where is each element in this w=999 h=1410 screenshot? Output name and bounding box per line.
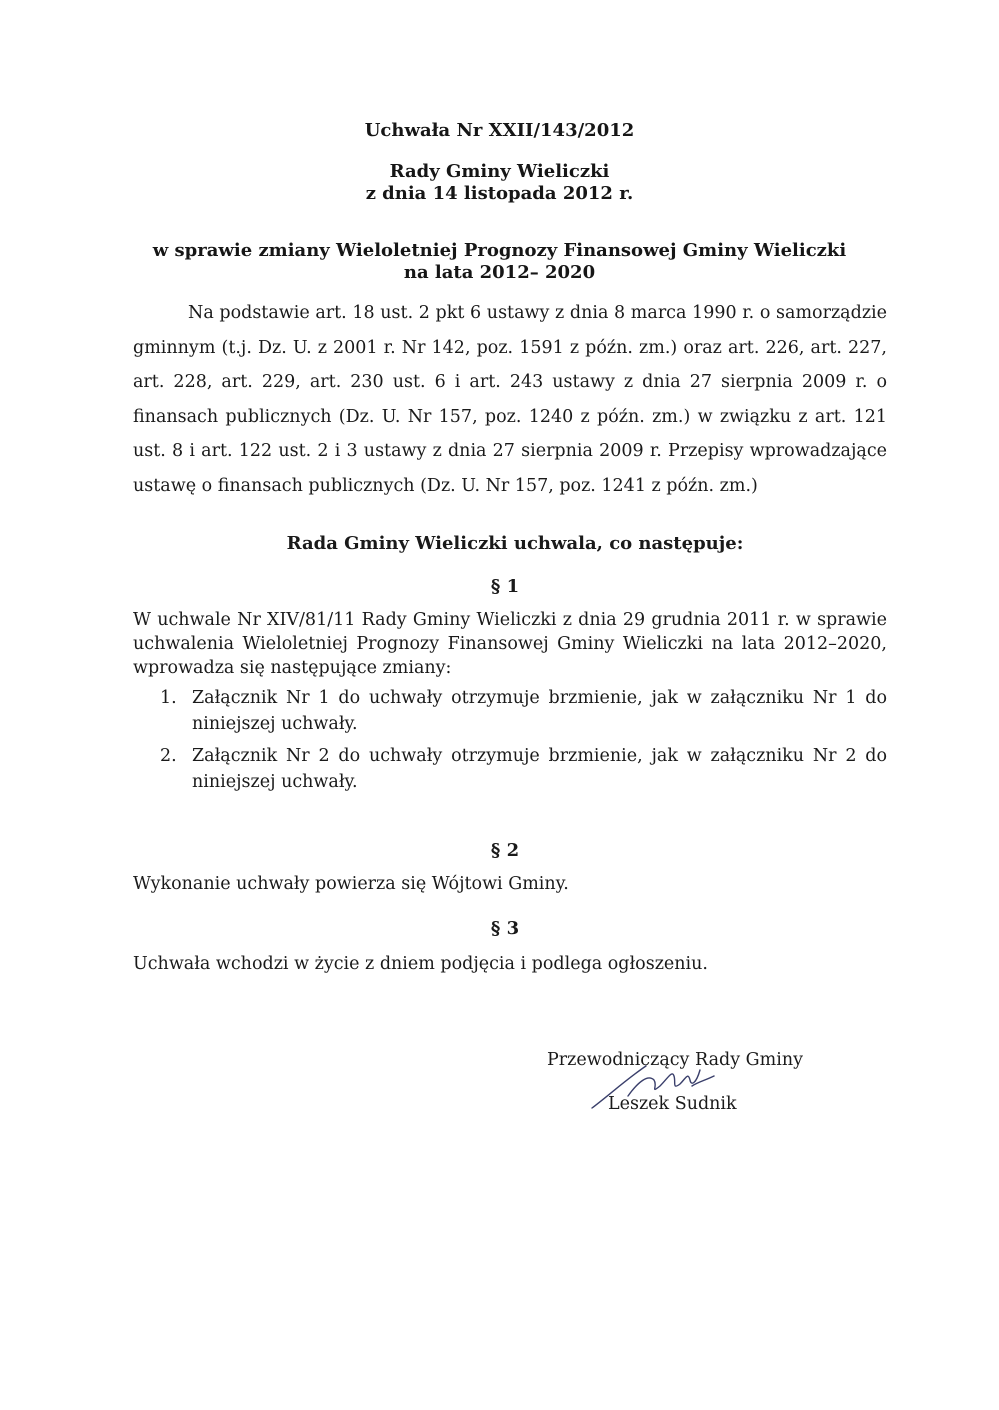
list-item	[160, 743, 887, 795]
subject-line-1: w sprawie zmiany Wieloletniej Prognozy Finansowej Gminy Wieliczki	[152, 240, 847, 261]
signatory-title: Przewodniczący Rady Gminy	[547, 1050, 803, 1070]
section-2-text: Wykonanie uchwały powierza się Wójtowi Gminy.	[133, 874, 569, 894]
section-1-intro: W uchwale Nr XIV/81/11 Rady Gminy Wieliczki z dnia 29 grudnia 2011 r. w sprawie uchwalenia Wieloletniej Prognozy Finansowej Gminy Wieliczki na lata 2012–2020, wprowadza się następujące zmiany:	[133, 610, 887, 678]
resolution-number: Uchwała Nr XXII/143/2012	[364, 120, 635, 141]
section-3-sign: § 3	[490, 918, 520, 939]
list-item-number: 2.	[160, 746, 177, 766]
section-1-sign: § 1	[490, 576, 520, 597]
section-3-text: Uchwała wchodzi w życie z dniem podjęcia i podlega ogłoszeniu.	[133, 954, 708, 974]
council-name: Rady Gminy Wieliczki	[389, 161, 610, 182]
signatory-name: Leszek Sudnik	[608, 1094, 737, 1114]
subject-line-2: na lata 2012– 2020	[403, 262, 596, 283]
legal-basis-preamble: Na podstawie art. 18 ust. 2 pkt 6 ustawy z dnia 8 marca 1990 r. o samorządzie gminnym (t.j. Dz. U. z 2001 r. Nr 142, poz. 1591 z późn. zm.) oraz art. 226, art. 227, art. 228, art. 229, art. 230 ust. 6 i art. 243 ustawy z dnia 27 sierpnia 2009 r. o finansach publicznych (Dz. U. Nr 157, poz. 1240 z późn. zm.) w związku z art. 121 ust. 8 i art. 122 ust. 2 i 3 ustawy z dnia 27 sierpnia 2009 r. Przepisy wprowadzające ustawę o finansach publicznych (Dz. U. Nr 157, poz. 1241 z późn. zm.)	[133, 303, 887, 496]
list-item-number: 1.	[160, 688, 177, 708]
list-item	[160, 685, 887, 737]
amendments-list	[160, 685, 887, 801]
resolution-date: z dnia 14 listopada 2012 r.	[365, 183, 634, 204]
resolution-issuer	[0, 161, 999, 205]
list-item-text: Załącznik Nr 1 do uchwały otrzymuje brzmienie, jak w załączniku Nr 1 do niniejszej uchwały.	[192, 688, 887, 734]
section-2-sign: § 2	[490, 840, 520, 861]
resolution-subject	[0, 240, 999, 284]
list-item-text: Załącznik Nr 2 do uchwały otrzymuje brzmienie, jak w załączniku Nr 2 do niniejszej uchwały.	[192, 746, 887, 792]
decision-statement: Rada Gminy Wieliczki uchwala, co następuje:	[286, 533, 744, 554]
